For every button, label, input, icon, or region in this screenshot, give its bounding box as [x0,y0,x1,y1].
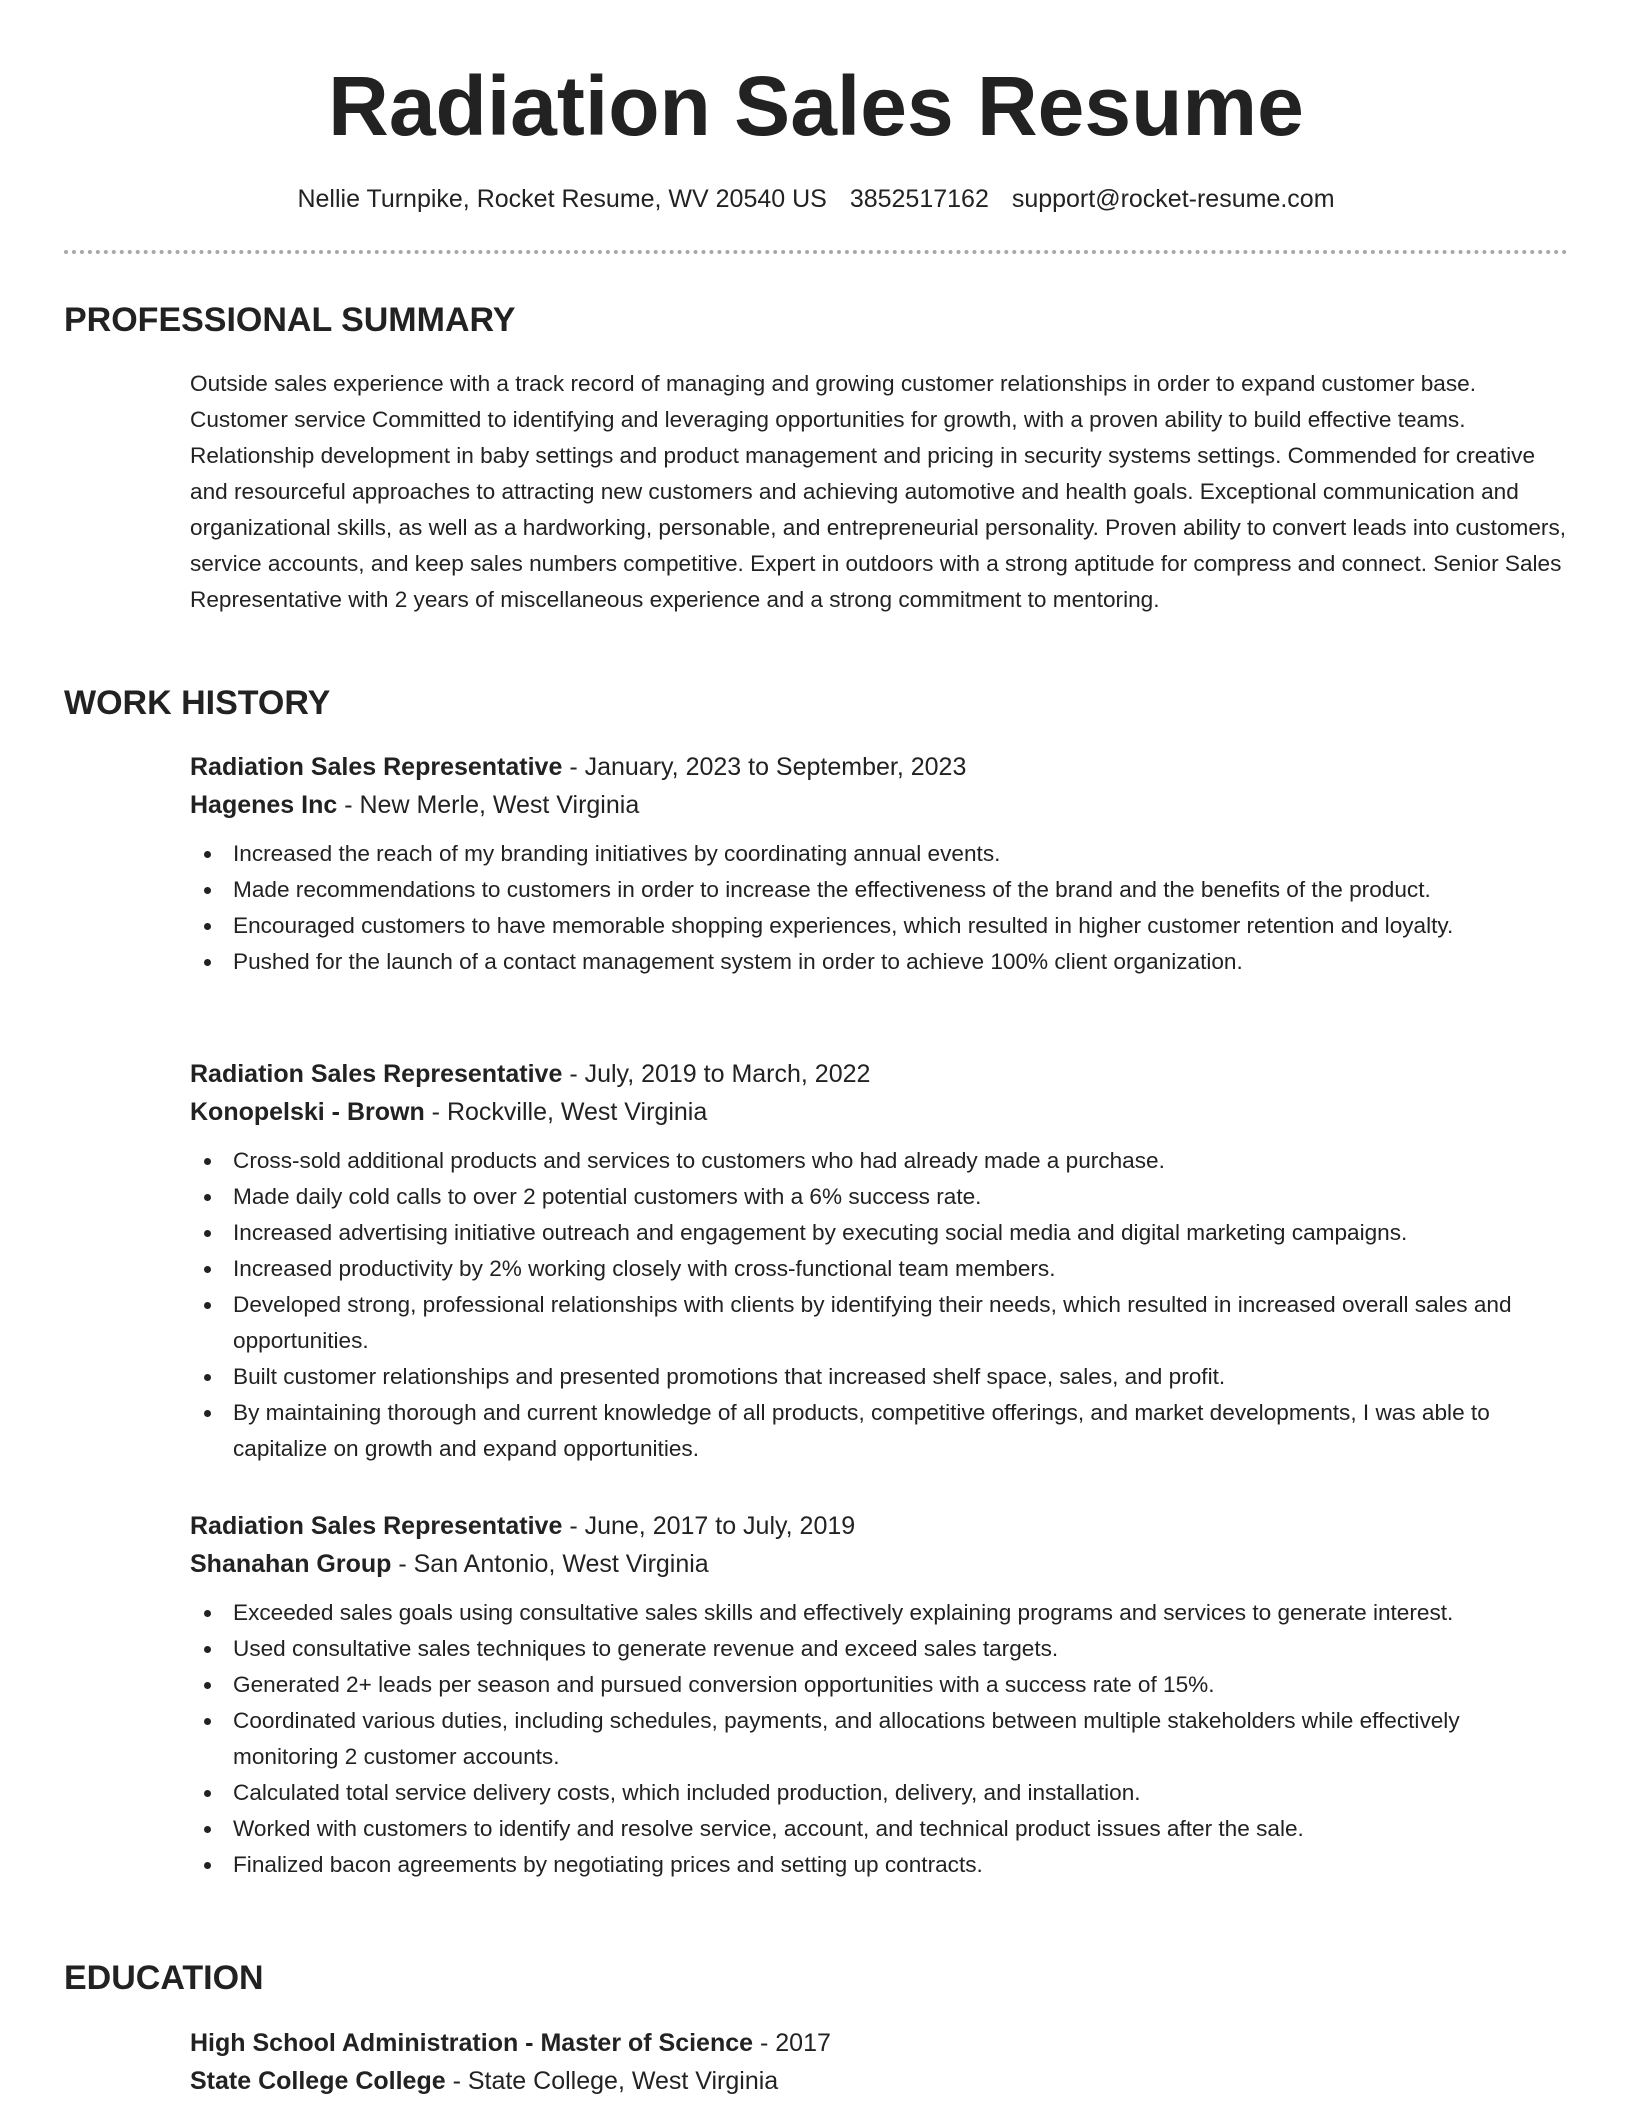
job-title: Radiation Sales Representative [190,753,563,781]
degree-line [190,2024,1570,2062]
education-heading: EDUCATION [64,1959,264,1997]
degree-title: High School Administration - Master of Science [190,2029,754,2057]
job-bullets [190,1595,1570,1883]
resume-title: Radiation Sales Resume [328,59,1304,153]
job-bullet: Made recommendations to customers in order to increase the effectiveness of the brand and the benefits of the product. [190,872,1570,908]
job-location: - Rockville, West Virginia [424,1098,708,1126]
job-entry-3 [190,1507,1570,1883]
header-divider [64,250,1568,254]
job-bullet: Generated 2+ leads per season and pursued conversion opportunities with a success rate of 15%. [190,1667,1570,1703]
job-bullet: Made daily cold calls to over 2 potential customers with a 6% success rate. [190,1179,1570,1215]
job-bullet: Encouraged customers to have memorable shopping experiences, which resulted in higher customer retention and loyalty. [190,908,1570,944]
job-bullet: Used consultative sales techniques to generate revenue and exceed sales targets. [190,1631,1570,1667]
contact-line [0,182,1632,216]
job-bullet: Increased advertising initiative outreach and engagement by executing social media and digital marketing campaigns. [190,1215,1570,1251]
job-title-line [190,1507,1570,1545]
job-bullet: Cross-sold additional products and services to customers who had already made a purchase. [190,1143,1570,1179]
job-title-line [190,748,1570,786]
job-title-line [190,1055,1570,1093]
contact-phone: 3852517162 [849,185,989,213]
job-company-line [190,1545,1570,1583]
job-bullets [190,1143,1570,1467]
work-history-heading: WORK HISTORY [64,684,331,722]
job-company-line [190,1093,1570,1131]
job-title: Radiation Sales Representative [190,1512,563,1540]
job-dates: - January, 2023 to September, 2023 [562,753,967,781]
contact-address: Nellie Turnpike, Rocket Resume, WV 20540 US [297,185,827,213]
job-bullet: Exceeded sales goals using consultative sales skills and effectively explaining programs and services to generate interest. [190,1595,1570,1631]
job-bullet: Built customer relationships and presented promotions that increased shelf space, sales, and profit. [190,1359,1570,1395]
summary-text: Outside sales experience with a track record of managing and growing customer relationships in order to expand customer base. Customer service Committed to identifying and leveraging opportunities for growth, with a proven ability to build effective teams. Relationship development in baby settings and product management and pricing in security systems settings. Commended for creative and resourceful approaches to attracting new customers and achieving automotive and health goals. Exceptional communication and organizational skills, as well as a hardworking, personable, and entrepreneurial personality. Proven ability to convert leads into customers, service accounts, and keep sales numbers competitive. Expert in outdoors with a strong aptitude for compress and connect. Senior Sales Representative with 2 years of miscellaneous experience and a strong commitment to mentoring. [190,371,1567,612]
school-location: - State College, West Virginia [445,2067,779,2095]
job-company: Konopelski - Brown [190,1098,425,1126]
job-location: - New Merle, West Virginia [337,791,640,819]
job-company-line [190,786,1570,824]
school-line [190,2062,1570,2100]
job-bullet: Pushed for the launch of a contact management system in order to achieve 100% client organization. [190,944,1570,980]
job-bullet: Increased productivity by 2% working closely with cross-functional team members. [190,1251,1570,1287]
school-name: State College College [190,2067,446,2095]
job-company: Shanahan Group [190,1550,392,1578]
contact-email: support@rocket-resume.com [1011,185,1335,213]
job-bullet: By maintaining thorough and current knowledge of all products, competitive offerings, and market developments, I was able to capitalize on growth and expand opportunities. [190,1395,1570,1467]
summary-heading: PROFESSIONAL SUMMARY [64,301,516,339]
job-bullet: Coordinated various duties, including schedules, payments, and allocations between multiple stakeholders while effectively monitoring 2 customer accounts. [190,1703,1570,1775]
education-entry [190,2024,1570,2100]
job-entry-1 [190,748,1570,980]
job-bullet: Calculated total service delivery costs, which included production, delivery, and installation. [190,1775,1570,1811]
job-bullet: Finalized bacon agreements by negotiating prices and setting up contracts. [190,1847,1570,1883]
job-dates: - July, 2019 to March, 2022 [562,1060,871,1088]
job-bullets [190,836,1570,980]
job-company: Hagenes Inc [190,791,338,819]
job-bullet: Increased the reach of my branding initiatives by coordinating annual events. [190,836,1570,872]
job-title: Radiation Sales Representative [190,1060,563,1088]
job-bullet: Developed strong, professional relationships with clients by identifying their needs, which resulted in increased overall sales and opportunities. [190,1287,1570,1359]
job-location: - San Antonio, West Virginia [391,1550,709,1578]
job-dates: - June, 2017 to July, 2019 [562,1512,856,1540]
degree-year: - 2017 [753,2029,831,2057]
job-entry-2 [190,1055,1570,1467]
job-bullet: Worked with customers to identify and resolve service, account, and technical product issues after the sale. [190,1811,1570,1847]
